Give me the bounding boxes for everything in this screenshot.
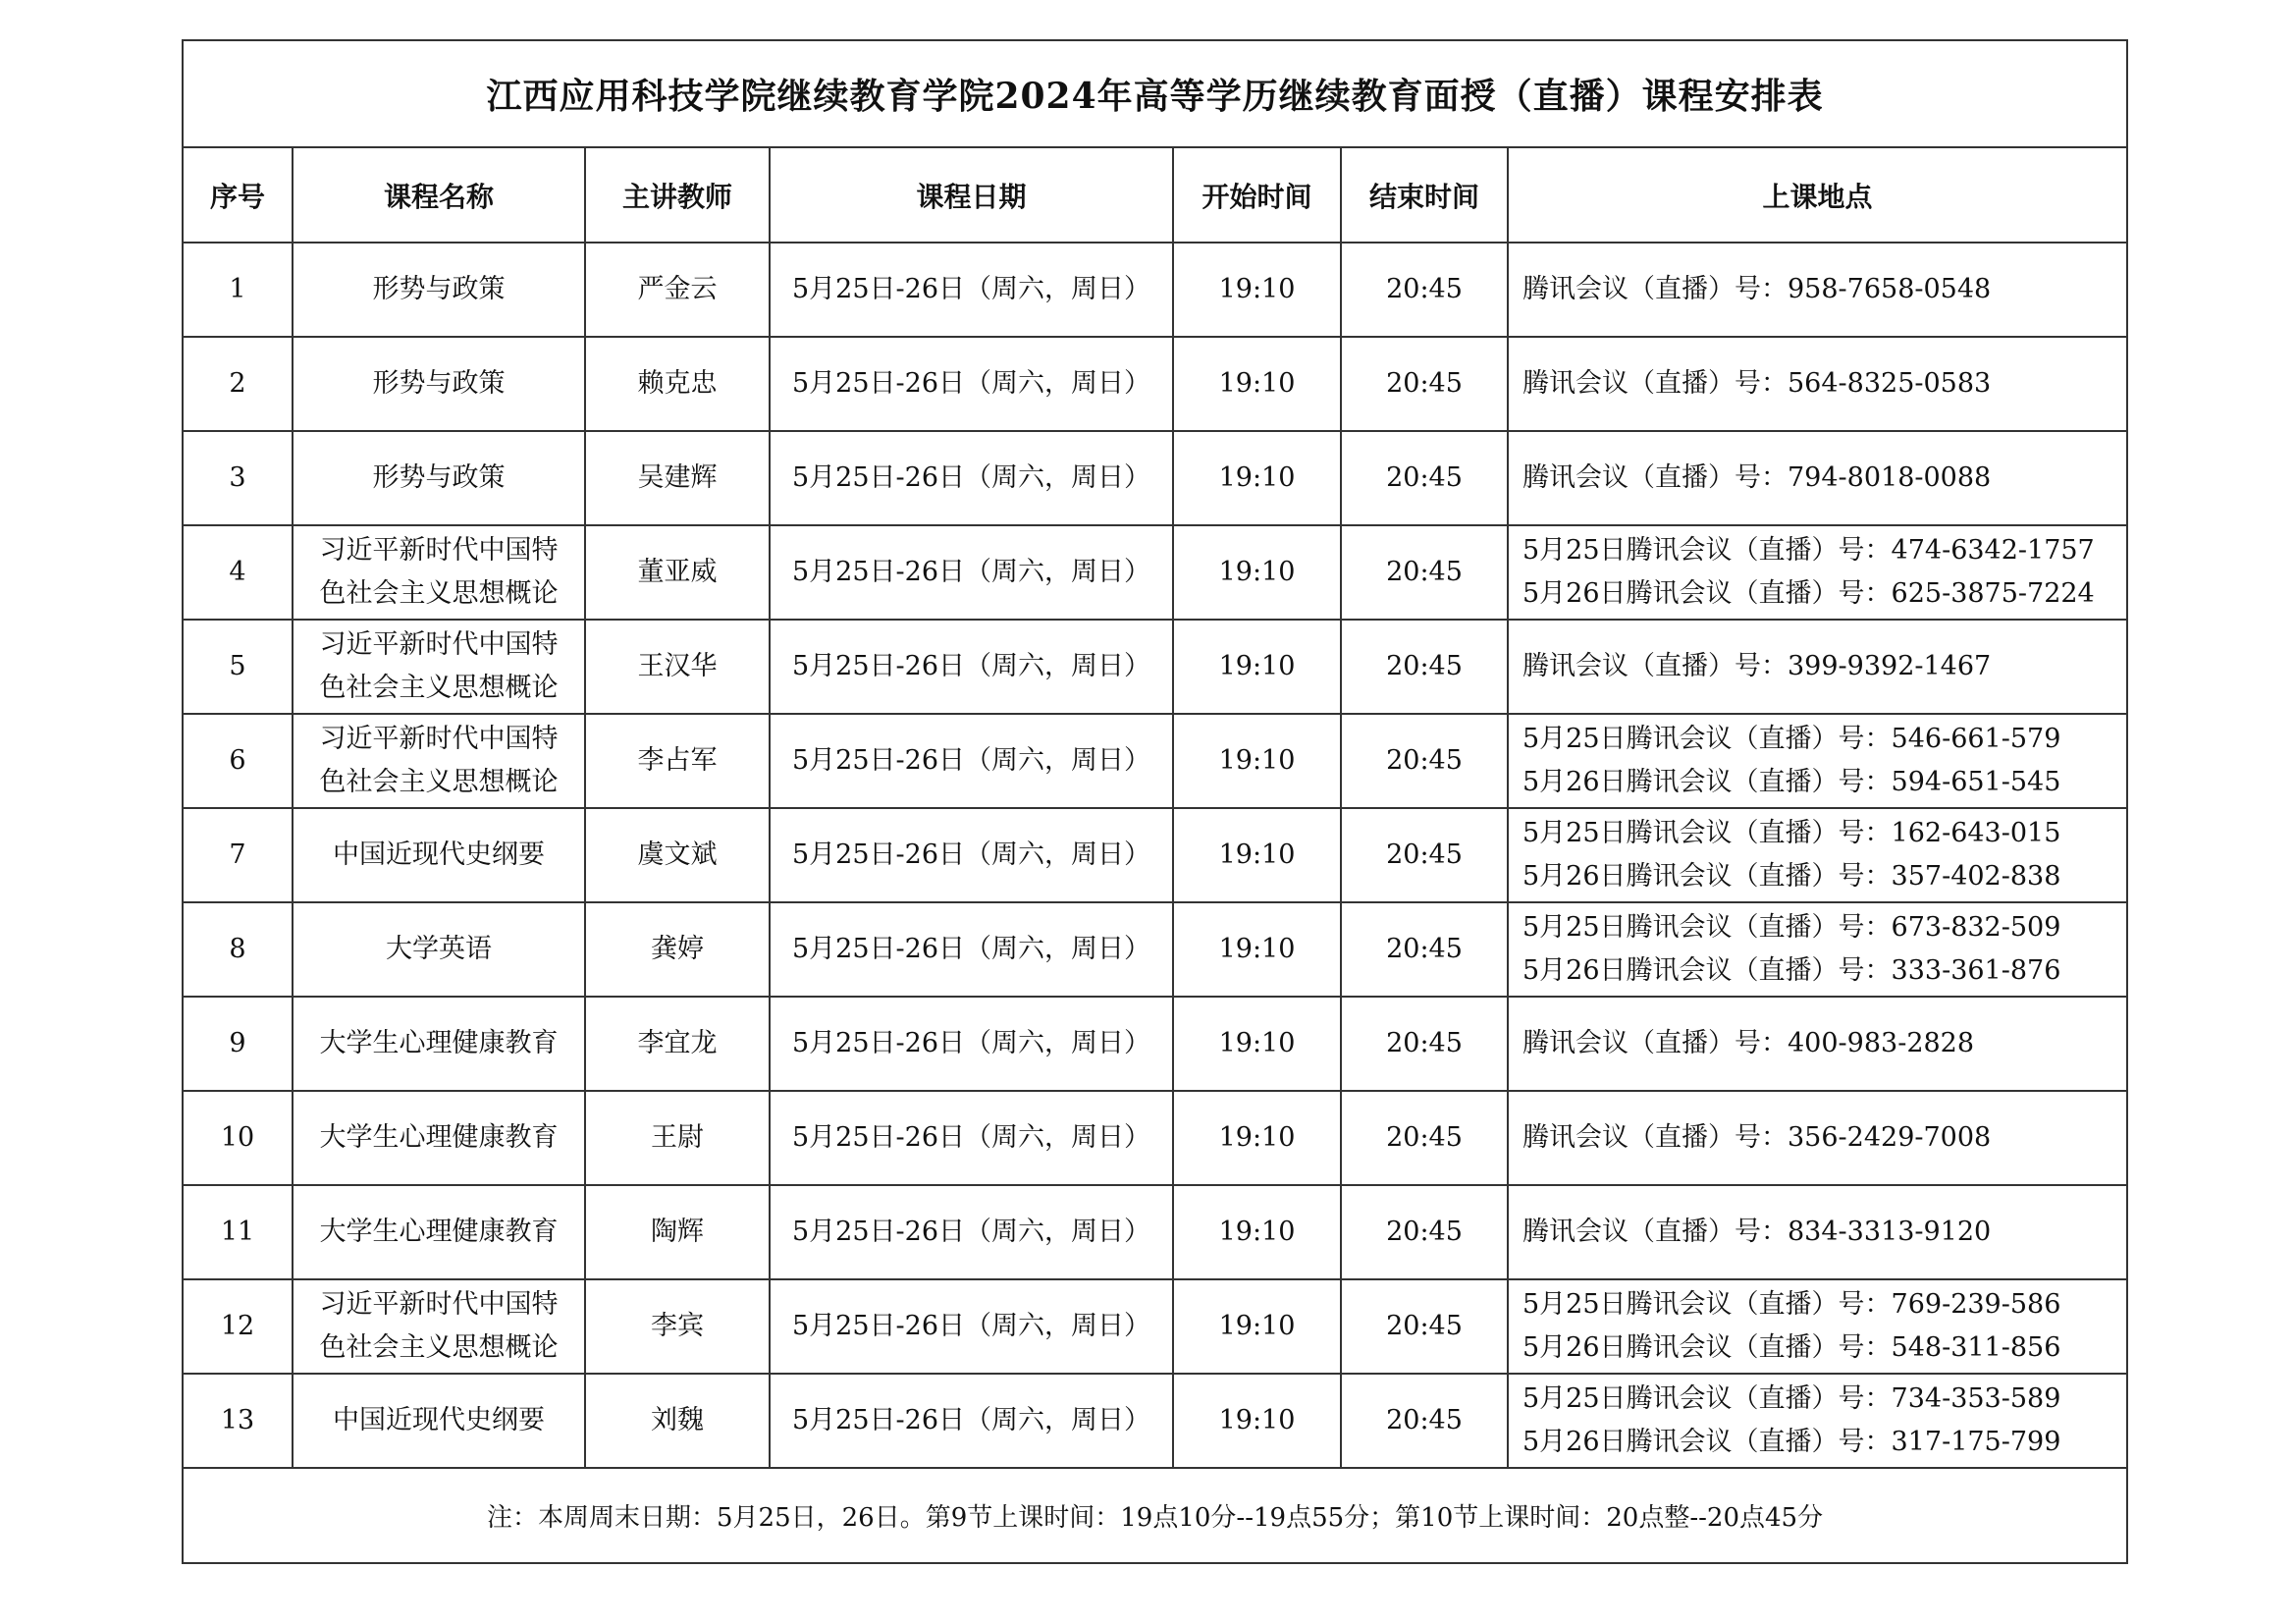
- table-row: [183, 1091, 2127, 1185]
- end-time: 20:45: [1341, 1374, 1508, 1468]
- schedule-table: [182, 39, 2128, 1564]
- header-start-time: 开始时间: [1173, 147, 1341, 243]
- course-name-line: 习近平新时代中国特: [319, 629, 559, 660]
- end-time: 20:45: [1341, 1091, 1508, 1185]
- row-index: 2: [183, 337, 293, 431]
- start-time: 19:10: [1173, 337, 1341, 431]
- meeting-location: [1508, 808, 2127, 902]
- meeting-location: [1508, 243, 2127, 337]
- meeting-location-line: 5月26日腾讯会议（直播）号：333-361-876: [1522, 955, 2061, 986]
- meeting-location-line: 5月26日腾讯会议（直播）号：625-3875-7224: [1522, 578, 2095, 609]
- teacher-name: 李宜龙: [585, 997, 770, 1091]
- table-row: [183, 902, 2127, 997]
- meeting-location-line: 5月25日腾讯会议（直播）号：546-661-579: [1522, 724, 2061, 754]
- table-row: [183, 337, 2127, 431]
- meeting-location-line: 腾讯会议（直播）号：356-2429-7008: [1522, 1122, 1992, 1153]
- start-time: 19:10: [1173, 1279, 1341, 1374]
- row-index: 11: [183, 1185, 293, 1279]
- table-row: [183, 714, 2127, 808]
- meeting-location: [1508, 997, 2127, 1091]
- course-date: 5月25日-26日（周六，周日）: [770, 525, 1173, 620]
- end-time: 20:45: [1341, 620, 1508, 714]
- meeting-location-line: 腾讯会议（直播）号：834-3313-9120: [1522, 1217, 1992, 1247]
- course-name-line: 大学生心理健康教育: [319, 1028, 559, 1058]
- row-index: 6: [183, 714, 293, 808]
- end-time: 20:45: [1341, 525, 1508, 620]
- row-index: 8: [183, 902, 293, 997]
- start-time: 19:10: [1173, 997, 1341, 1091]
- table-title: 江西应用科技学院继续教育学院2024年高等学历继续教育面授（直播）课程安排表: [183, 40, 2127, 147]
- end-time: 20:45: [1341, 243, 1508, 337]
- teacher-name: 李宾: [585, 1279, 770, 1374]
- meeting-location-line: 腾讯会议（直播）号：958-7658-0548: [1522, 274, 1992, 304]
- course-name: [293, 1091, 585, 1185]
- course-name: [293, 620, 585, 714]
- meeting-location-line: 5月26日腾讯会议（直播）号：548-311-856: [1522, 1332, 2061, 1363]
- start-time: 19:10: [1173, 1374, 1341, 1468]
- teacher-name: 龚婷: [585, 902, 770, 997]
- end-time: 20:45: [1341, 997, 1508, 1091]
- start-time: 19:10: [1173, 620, 1341, 714]
- end-time: 20:45: [1341, 1185, 1508, 1279]
- meeting-location-line: 5月25日腾讯会议（直播）号：162-643-015: [1522, 818, 2061, 848]
- schedule-sheet: [182, 39, 2126, 1564]
- course-name-line: 中国近现代史纲要: [333, 839, 545, 870]
- end-time: 20:45: [1341, 337, 1508, 431]
- teacher-name: 王尉: [585, 1091, 770, 1185]
- course-name: [293, 243, 585, 337]
- row-index: 13: [183, 1374, 293, 1468]
- course-name: [293, 337, 585, 431]
- course-name-line: 大学英语: [386, 934, 492, 964]
- course-name: [293, 902, 585, 997]
- course-name-line: 色社会主义思想概论: [319, 673, 559, 703]
- row-index: 4: [183, 525, 293, 620]
- table-row: [183, 525, 2127, 620]
- meeting-location: [1508, 902, 2127, 997]
- header-date: 课程日期: [770, 147, 1173, 243]
- header-row: [183, 147, 2127, 243]
- meeting-location-line: 5月25日腾讯会议（直播）号：474-6342-1757: [1522, 535, 2095, 566]
- course-date: 5月25日-26日（周六，周日）: [770, 714, 1173, 808]
- meeting-location-line: 腾讯会议（直播）号：399-9392-1467: [1522, 651, 1992, 681]
- course-name-line: 习近平新时代中国特: [319, 535, 559, 566]
- start-time: 19:10: [1173, 431, 1341, 525]
- course-name-line: 习近平新时代中国特: [319, 724, 559, 754]
- row-index: 10: [183, 1091, 293, 1185]
- table-row: [183, 620, 2127, 714]
- meeting-location-line: 腾讯会议（直播）号：400-983-2828: [1522, 1028, 1975, 1058]
- footnote: 注：本周周末日期：5月25日，26日。第9节上课时间：19点10分--19点55分；第10节上课时间：20点整--20点45分: [183, 1468, 2127, 1563]
- course-name: [293, 997, 585, 1091]
- row-index: 9: [183, 997, 293, 1091]
- course-date: 5月25日-26日（周六，周日）: [770, 1185, 1173, 1279]
- header-index: 序号: [183, 147, 293, 243]
- course-date: 5月25日-26日（周六，周日）: [770, 1279, 1173, 1374]
- meeting-location: [1508, 431, 2127, 525]
- meeting-location-line: 5月26日腾讯会议（直播）号：357-402-838: [1522, 861, 2061, 892]
- meeting-location: [1508, 620, 2127, 714]
- end-time: 20:45: [1341, 1279, 1508, 1374]
- teacher-name: 赖克忠: [585, 337, 770, 431]
- meeting-location: [1508, 1279, 2127, 1374]
- end-time: 20:45: [1341, 902, 1508, 997]
- course-name: [293, 1374, 585, 1468]
- header-location: 上课地点: [1508, 147, 2127, 243]
- header-end-time: 结束时间: [1341, 147, 1508, 243]
- teacher-name: 刘魏: [585, 1374, 770, 1468]
- end-time: 20:45: [1341, 431, 1508, 525]
- meeting-location-line: 5月25日腾讯会议（直播）号：769-239-586: [1522, 1289, 2061, 1320]
- teacher-name: 陶辉: [585, 1185, 770, 1279]
- course-name-line: 色社会主义思想概论: [319, 767, 559, 797]
- table-row: [183, 431, 2127, 525]
- start-time: 19:10: [1173, 808, 1341, 902]
- course-name-line: 形势与政策: [372, 274, 506, 304]
- table-row: [183, 243, 2127, 337]
- meeting-location-line: 5月25日腾讯会议（直播）号：673-832-509: [1522, 912, 2061, 943]
- end-time: 20:45: [1341, 808, 1508, 902]
- table-row: [183, 1185, 2127, 1279]
- course-date: 5月25日-26日（周六，周日）: [770, 431, 1173, 525]
- course-name-line: 色社会主义思想概论: [319, 1332, 559, 1363]
- meeting-location: [1508, 1374, 2127, 1468]
- meeting-location: [1508, 1185, 2127, 1279]
- course-date: 5月25日-26日（周六，周日）: [770, 337, 1173, 431]
- header-teacher: 主讲教师: [585, 147, 770, 243]
- start-time: 19:10: [1173, 525, 1341, 620]
- course-date: 5月25日-26日（周六，周日）: [770, 620, 1173, 714]
- row-index: 12: [183, 1279, 293, 1374]
- course-date: 5月25日-26日（周六，周日）: [770, 1091, 1173, 1185]
- start-time: 19:10: [1173, 902, 1341, 997]
- course-date: 5月25日-26日（周六，周日）: [770, 1374, 1173, 1468]
- meeting-location-line: 5月26日腾讯会议（直播）号：594-651-545: [1522, 767, 2061, 797]
- start-time: 19:10: [1173, 1091, 1341, 1185]
- teacher-name: 虞文斌: [585, 808, 770, 902]
- header-course: 课程名称: [293, 147, 585, 243]
- meeting-location: [1508, 714, 2127, 808]
- teacher-name: 王汉华: [585, 620, 770, 714]
- course-name: [293, 525, 585, 620]
- table-row: [183, 997, 2127, 1091]
- teacher-name: 吴建辉: [585, 431, 770, 525]
- course-name-line: 习近平新时代中国特: [319, 1289, 559, 1320]
- course-name-line: 中国近现代史纲要: [333, 1405, 545, 1435]
- row-index: 5: [183, 620, 293, 714]
- table-row: [183, 808, 2127, 902]
- start-time: 19:10: [1173, 714, 1341, 808]
- note-row: [183, 1468, 2127, 1563]
- start-time: 19:10: [1173, 1185, 1341, 1279]
- meeting-location-line: 腾讯会议（直播）号：794-8018-0088: [1522, 462, 1992, 493]
- course-name-line: 形势与政策: [372, 368, 506, 399]
- course-date: 5月25日-26日（周六，周日）: [770, 243, 1173, 337]
- start-time: 19:10: [1173, 243, 1341, 337]
- teacher-name: 李占军: [585, 714, 770, 808]
- course-name: [293, 1279, 585, 1374]
- end-time: 20:45: [1341, 714, 1508, 808]
- meeting-location: [1508, 1091, 2127, 1185]
- table-row: [183, 1374, 2127, 1468]
- course-name-line: 色社会主义思想概论: [319, 578, 559, 609]
- course-name: [293, 714, 585, 808]
- row-index: 1: [183, 243, 293, 337]
- course-name: [293, 1185, 585, 1279]
- meeting-location: [1508, 337, 2127, 431]
- course-name: [293, 808, 585, 902]
- teacher-name: 董亚威: [585, 525, 770, 620]
- course-date: 5月25日-26日（周六，周日）: [770, 902, 1173, 997]
- course-name-line: 大学生心理健康教育: [319, 1122, 559, 1153]
- meeting-location-line: 5月26日腾讯会议（直播）号：317-175-799: [1522, 1427, 2061, 1457]
- meeting-location-line: 5月25日腾讯会议（直播）号：734-353-589: [1522, 1383, 2061, 1414]
- course-name-line: 形势与政策: [372, 462, 506, 493]
- teacher-name: 严金云: [585, 243, 770, 337]
- course-name-line: 大学生心理健康教育: [319, 1217, 559, 1247]
- meeting-location: [1508, 525, 2127, 620]
- table-row: [183, 1279, 2127, 1374]
- course-name: [293, 431, 585, 525]
- row-index: 7: [183, 808, 293, 902]
- course-date: 5月25日-26日（周六，周日）: [770, 997, 1173, 1091]
- meeting-location-line: 腾讯会议（直播）号：564-8325-0583: [1522, 368, 1992, 399]
- row-index: 3: [183, 431, 293, 525]
- course-date: 5月25日-26日（周六，周日）: [770, 808, 1173, 902]
